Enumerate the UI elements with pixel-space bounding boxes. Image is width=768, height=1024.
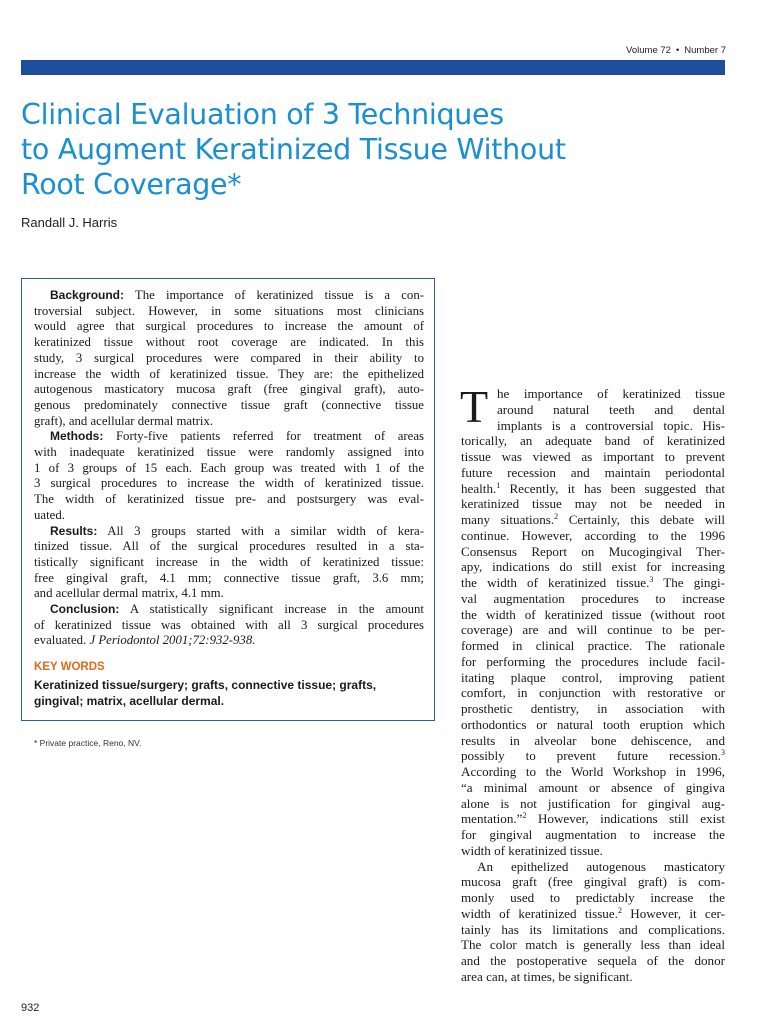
abstract-line: free gingival graft, 4.1 mm; connective tissue graft, 3.6 mm; <box>34 570 424 585</box>
body-line: alone is not justification for gingival aug- <box>461 795 725 811</box>
abstract-line: graft), and acellular dermal matrix. <box>34 413 214 428</box>
body-line: width of keratinized tissue. <box>461 842 603 858</box>
conclusion-heading: Conclusion: <box>50 602 120 617</box>
abstract-line: 3 surgical procedures to increase the width of keratinized tissue. <box>34 476 424 491</box>
body-line: itating plaque control, improving patient <box>461 669 725 685</box>
results-heading: Results: <box>50 523 98 538</box>
reference-superscript: 2 <box>554 512 559 521</box>
abstract-box <box>21 278 435 721</box>
background-heading: Background: <box>50 288 125 302</box>
bullet-separator: • <box>675 45 680 56</box>
reference-superscript: 3 <box>721 748 725 758</box>
body-line: comfort, in conjunction with restorative or <box>461 685 725 701</box>
header-band <box>21 60 725 75</box>
body-line: monly used to predictably increase the <box>461 890 725 905</box>
body-line: tissue was viewed as important to prevent <box>461 449 725 464</box>
abstract-line: Conclusion: A statistically significant increase in the amount <box>50 602 424 617</box>
author-name: Randall J. Harris <box>21 215 118 230</box>
body-line: many situations.$^2$ Certainly, this debate will <box>461 512 725 527</box>
key-words-heading: KEY WORDS <box>34 661 105 673</box>
body-line: continue. However, according to the 1996 <box>461 527 725 543</box>
body-line: Consensus Report on Mucogingival Ther- <box>461 543 725 559</box>
body-line: width of keratinized tissue.$^2$ However, it cer- <box>461 905 725 921</box>
body-line: results in alveolar bone dehiscence, and <box>461 732 725 748</box>
reference-superscript: 2 <box>522 811 527 821</box>
abstract-text <box>34 288 424 649</box>
body-text-column <box>460 381 725 985</box>
body-line: he importance of keratinized tissue <box>497 386 725 401</box>
body-line: for performing the procedures include facil- <box>461 653 725 669</box>
affiliation-footnote: * Private practice, Reno, NV. <box>34 738 142 748</box>
abstract-line: would agree that surgical procedures to increase the amount of <box>34 319 424 334</box>
body-line: keratinized tissue may not be needed in <box>461 496 725 512</box>
body-line: and the postoperative sequela of the donor <box>461 953 725 968</box>
body-line: prosthetic dentistry, in association with <box>461 701 725 716</box>
abstract-line: Background: The importance of keratinized tissue is a con- <box>50 288 424 302</box>
abstract-line: tistically significant increase in the width of keratinized tissue: <box>34 554 424 569</box>
abstract-line: 1 of 3 groups of 15 each. Each group was treated with 1 of the <box>34 460 424 475</box>
body-line: The color match is generally less than ideal <box>461 937 725 953</box>
key-words-list <box>34 678 424 709</box>
issue-number-label: Number 7 <box>684 45 726 56</box>
body-line: “a minimal amount or absence of gingiva <box>461 779 725 795</box>
body-line: implants is a controversial topic. His- <box>497 417 725 433</box>
abstract-line: The width of keratinized tissue pre- and postsurgery was eval- <box>34 492 424 507</box>
body-line: area can, at times, be significant. <box>461 968 633 984</box>
abstract-line: of keratinized tissue was obtained with all 3 surgical procedures <box>34 617 424 632</box>
body-line: mucosa graft (free gingival graft) is com- <box>461 874 725 890</box>
body-line: health.$^1$ Recently, it has been suggested that <box>461 480 725 496</box>
abstract-line: increase the width of keratinized tissue. They are: the epithelized <box>34 366 424 381</box>
body-line: apy, indications do still exist for increasing <box>461 559 725 575</box>
methods-heading: Methods: <box>50 429 104 444</box>
abstract-line: with inadequate keratinized tissue were randomly assigned into <box>34 445 424 460</box>
reference-superscript: 3 <box>649 575 654 584</box>
body-line: the width of keratinized tissue (without root <box>461 606 725 622</box>
abstract-line: autogenous masticatory mucosa graft (free gingival graft), auto- <box>34 382 424 397</box>
volume-label: Volume 72 <box>626 45 671 56</box>
journal-issue-info <box>626 45 726 56</box>
title-line: Clinical Evaluation of 3 Techniques <box>21 98 504 131</box>
body-line: around natural teeth and dental <box>497 401 725 417</box>
body-line: tainly has its limitations and complications. <box>461 921 725 937</box>
abstract-line: genous predominately connective tissue graft (connective tissue <box>34 397 424 412</box>
journal-citation: J Periodontol 2001;72:932-938. <box>89 633 256 648</box>
key-words-line: gingival; matrix, acellular dermal. <box>34 693 225 708</box>
abstract-line: keratinized tissue without root coverage are indicated. In this <box>34 335 424 350</box>
title-line: to Augment Keratinized Tissue Without <box>21 133 566 166</box>
title-line: Root Coverage* <box>21 168 242 201</box>
reference-superscript: 1 <box>496 480 501 490</box>
reference-superscript: 2 <box>617 905 622 915</box>
body-line: mentation.”$^2$ However, indications still exist <box>461 811 725 827</box>
body-line: torically, an adequate band of keratinized <box>461 433 725 449</box>
body-line: formed in clinical practice. The rationale <box>461 638 725 653</box>
body-line: According to the World Workshop in 1996, <box>461 764 725 779</box>
key-words-line: Keratinized tissue/surgery; grafts, connective tissue; grafts, <box>34 678 377 692</box>
body-line: the width of keratinized tissue.$^3$ The gingi- <box>461 575 725 590</box>
abstract-line: and acellular dermal matrix, 4.1 mm. <box>34 586 224 601</box>
body-line: future recession and maintain periodontal <box>461 464 725 480</box>
body-line: possibly to prevent future recession.$^3$ <box>461 748 725 764</box>
drop-cap: T <box>460 381 489 432</box>
body-line: for gingival augmentation to increase the <box>461 827 725 842</box>
abstract-line: uated. <box>34 507 65 522</box>
page-number: 932 <box>21 1002 40 1014</box>
abstract-line: troversial subject. However, in some situations most clinicians <box>34 303 424 318</box>
abstract-line: Results: All 3 groups started with a similar width of kera- <box>50 523 424 538</box>
body-line: An epithelized autogenous masticatory <box>477 858 725 874</box>
abstract-line: evaluated. J Periodontol 2001;72:932-938. <box>34 633 256 648</box>
body-line: val augmentation procedures to increase <box>461 590 725 606</box>
abstract-line: study, 3 surgical procedures were compared in their ability to <box>34 350 424 365</box>
abstract-line: tinized tissue. All of the surgical procedures resulted in a sta- <box>34 539 424 554</box>
article-title <box>21 97 721 202</box>
body-line: coverage) are and will continue to be per- <box>461 622 725 638</box>
body-line: orthodontics or natural tooth eruption which <box>461 716 725 732</box>
abstract-line: Methods: Forty-five patients referred for treatment of areas <box>50 429 424 444</box>
